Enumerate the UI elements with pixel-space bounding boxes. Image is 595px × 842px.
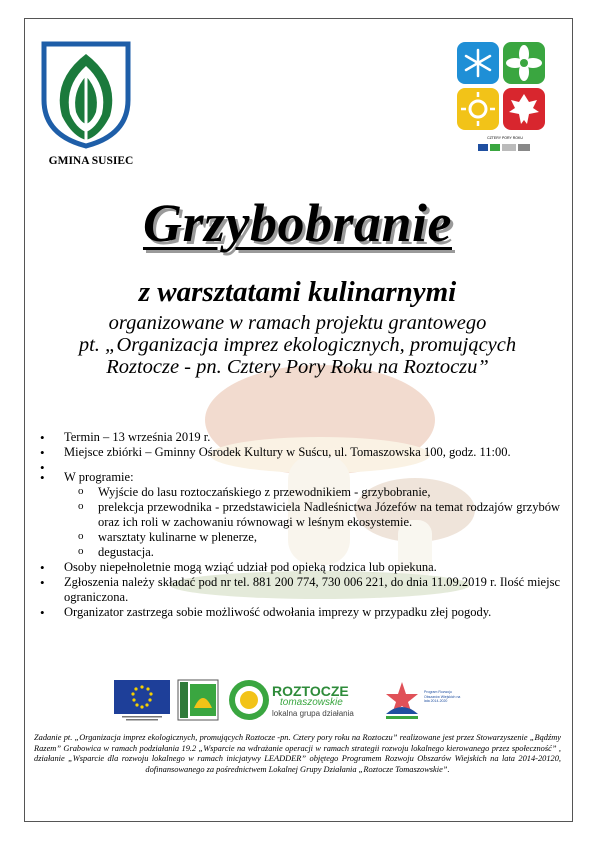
project-line-3: Roztocze - pn. Cztery Pory Roku na Roztoczu” <box>106 356 489 378</box>
municipality-name: GMINA SUSIEC <box>48 155 134 167</box>
program-list <box>78 485 560 560</box>
leader-logo <box>176 678 220 722</box>
meeting-place: • Miejsce zbiórki – Gminny Ośrodek Kultury w Suścu, ul. Tomaszowska 100, godz. 11:00. <box>40 445 560 460</box>
roztocze-emblem <box>227 678 271 722</box>
gmina-coat-of-arms <box>40 40 132 150</box>
sponsor-logos <box>112 678 492 726</box>
event-date: • Termin – 13 września 2019 r. <box>40 430 560 445</box>
program-label: W programie: <box>64 470 134 484</box>
event-details <box>40 430 560 620</box>
eu-flag-logo <box>112 678 172 722</box>
project-line-2: pt. „Organizacja imprez ekologicznych, promujących <box>78 334 517 356</box>
organizer-note: • Organizator zastrzega sobie możliwość odwołania imprezy w przypadku złej pogody. <box>40 605 560 620</box>
poster-title: Grzybobranie <box>142 193 452 253</box>
roztocze-name: ROZTOCZE <box>272 683 349 699</box>
four-seasons-sponsor-strip <box>470 143 540 153</box>
spacer <box>40 460 560 470</box>
roztocze-sub: tomaszowskie <box>280 697 343 708</box>
four-seasons-caption-text: CZTERY PORY ROKU <box>487 136 523 140</box>
prow-logo <box>382 678 422 722</box>
four-seasons-logo <box>455 40 547 132</box>
program-entry: o degustacja. <box>78 545 560 560</box>
project-line-1: organizowane w ramach projektu grantowego <box>108 312 487 334</box>
roztocze-lgd-logo <box>272 684 362 719</box>
funding-footer: Zadanie pt. „Organizacja imprez ekologicznych, promujących Roztocze -pn. Cztery pory roku na Roztoczu” realizowane jest przez Stowarzyszenie „Bądźmy Razem” Grabowica w ramach podziałania 19.2 „Wsparcie na wdrażanie operacji w ramach strategii rozwoju lokalnego kierowanego przez społeczność” , działanie „Wsparcie dla rozwoju lokalnego w ramach inicjatywy LEADDER” objętego Programem Rozwoju Obszarów Wiejskich na lata 2014-20120, dofinansowanego za pośrednictwem Lokalnej Grupy Działania „Roztocze Tomaszowskie”. <box>34 733 561 774</box>
program-item <box>40 470 560 560</box>
registration-info: • Zgłoszenia należy składać pod nr tel. 881 200 774, 730 006 221, do dnia 11.09.2019 r. Ilość miejsc ograniczona. <box>40 575 560 605</box>
program-entry: o Wyjście do lasu roztoczańskiego z przewodnikiem - grzybobranie, <box>78 485 560 500</box>
roztocze-tagline: lokalna grupa działania <box>272 709 354 718</box>
program-entry: o prelekcja przewodnika - przedstawiciela Nadleśnictwa Józefów na temat rodzajów grzybów oraz ich roli w zachowaniu równowagi w leśnym ekosystemie. <box>78 500 560 530</box>
poster-subtitle: z warsztatami kulinarnymi <box>138 276 457 308</box>
prow-text: Program Rozwoju Obszarów Wiejskich na lata 2014-2020 <box>424 690 461 703</box>
four-seasons-caption <box>470 136 540 152</box>
project-description <box>40 312 555 378</box>
minors-note: • Osoby niepełnoletnie mogą wziąć udział pod opieką rodzica lub opiekuna. <box>40 560 560 575</box>
program-entry: o warsztaty kulinarne w plenerze, <box>78 530 560 545</box>
